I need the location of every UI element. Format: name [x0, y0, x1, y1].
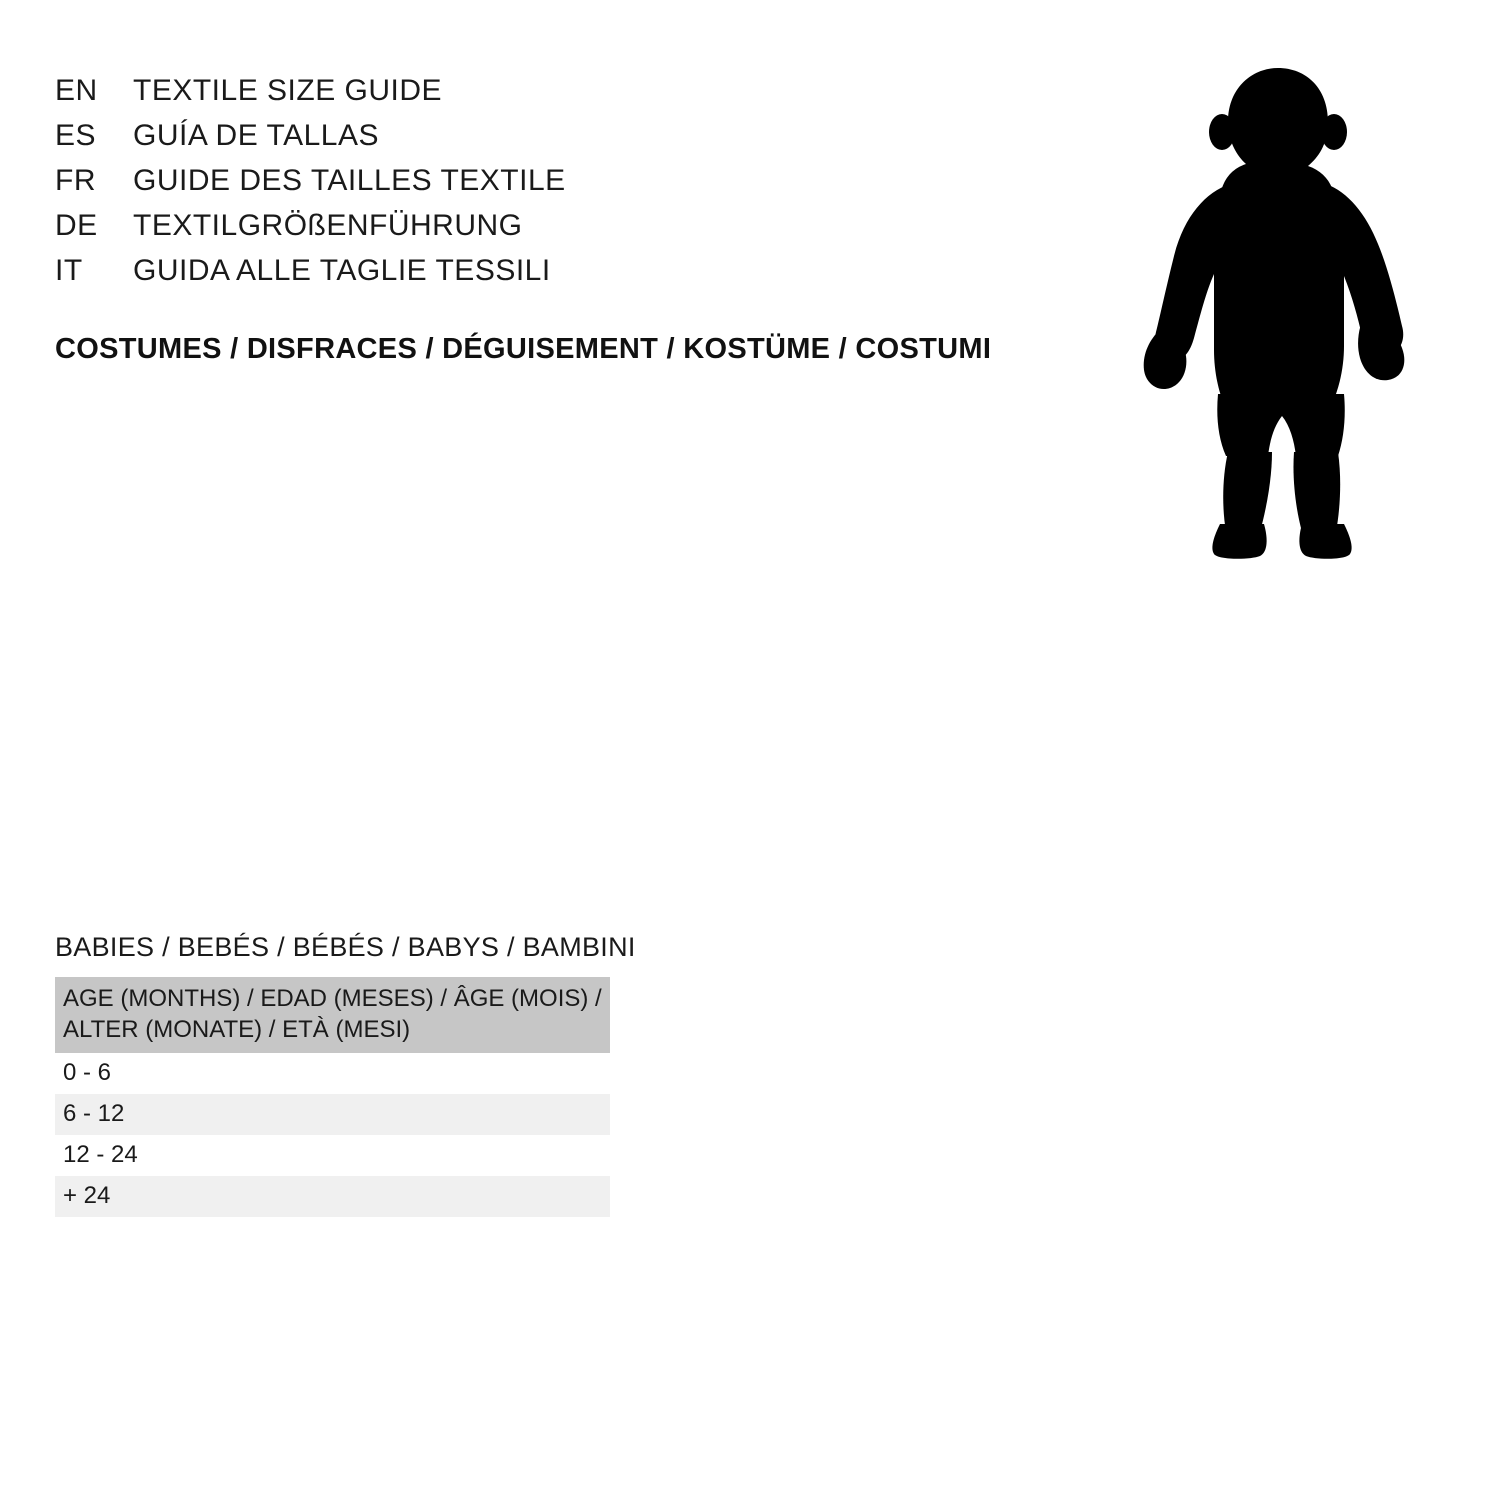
table-title: BABIES / BEBÉS / BÉBÉS / BABYS / BAMBINI: [55, 932, 636, 962]
language-code: DE: [55, 209, 98, 242]
language-row: [55, 119, 566, 164]
language-code: ES: [55, 119, 97, 152]
language-row: [55, 254, 566, 299]
table-row: [55, 1053, 610, 1094]
table-row: [55, 1135, 610, 1176]
age-range-cell: 12 - 24: [55, 1135, 610, 1176]
language-title-block: [55, 74, 566, 299]
size-table-section: [55, 932, 636, 1217]
size-table: [55, 977, 610, 1217]
language-title: GUÍA DE TALLAS: [133, 119, 379, 152]
age-range-cell: + 24: [55, 1176, 610, 1217]
language-code: EN: [55, 74, 98, 107]
language-row: [55, 164, 566, 209]
language-code: IT: [55, 254, 83, 287]
language-title: TEXTILE SIZE GUIDE: [133, 74, 443, 107]
table-row: [55, 1094, 610, 1135]
language-title: TEXTILGRÖßENFÜHRUNG: [133, 209, 523, 242]
table-row: [55, 1176, 610, 1217]
age-range-cell: 0 - 6: [55, 1053, 610, 1094]
language-title: GUIDE DES TAILLES TEXTILE: [133, 164, 566, 197]
table-header-row: [55, 977, 610, 1053]
language-code: FR: [55, 164, 96, 197]
language-title: GUIDA ALLE TAGLIE TESSILI: [133, 254, 551, 287]
age-range-cell: 6 - 12: [55, 1094, 610, 1135]
language-row: [55, 74, 566, 119]
column-header-age: AGE (MONTHS) / EDAD (MESES) / ÂGE (MOIS) / ALTER (MONATE) / ETÀ (MESI): [55, 977, 610, 1053]
category-heading: COSTUMES / DISFRACES / DÉGUISEMENT / KOSTÜME / COSTUMI: [55, 333, 992, 365]
baby-silhouette-icon: [1110, 60, 1440, 560]
language-row: [55, 209, 566, 254]
